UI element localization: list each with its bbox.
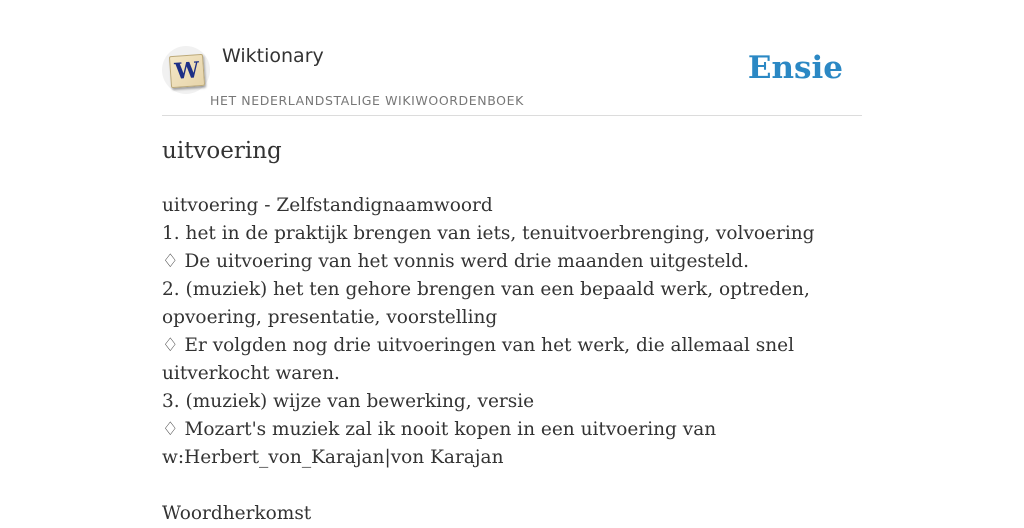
- ensie-logo[interactable]: Ensie: [747, 50, 843, 86]
- site-header: [162, 0, 862, 116]
- definition-3: 3. (muziek) wijze van bewerking, versie: [162, 391, 535, 412]
- logo-letter: W: [173, 57, 201, 85]
- page-title: uitvoering: [162, 138, 282, 164]
- entry-body: [162, 192, 862, 528]
- definition-1: 1. het in de praktijk brengen van iets, tenuitvoerbrenging, volvoering: [162, 223, 815, 244]
- example-1: ♢ De uitvoering van het vonnis werd drie maanden uitgesteld.: [162, 251, 749, 272]
- site-title[interactable]: Wiktionary: [222, 45, 324, 67]
- section-spacer: [162, 472, 862, 500]
- example-3: ♢ Mozart's muziek zal ik nooit kopen in een uitvoering van w:Herbert_von_Karajan|von Karajan: [162, 419, 717, 468]
- section-heading-etymology: Woordherkomst: [162, 503, 312, 524]
- definition-2: 2. (muziek) het ten gehore brengen van een bepaald werk, optreden, opvoering, presentatie, voorstelling: [162, 279, 810, 328]
- example-2: ♢ Er volgden nog drie uitvoeringen van het werk, die allemaal snel uitverkocht waren.: [162, 335, 795, 384]
- part-of-speech-line: uitvoering - Zelfstandignaamwoord: [162, 195, 493, 216]
- wiktionary-logo[interactable]: [162, 46, 210, 94]
- logo-tile-icon: [169, 54, 205, 88]
- site-subtitle: HET NEDERLANDSTALIGE WIKIWOORDENBOEK: [210, 93, 524, 108]
